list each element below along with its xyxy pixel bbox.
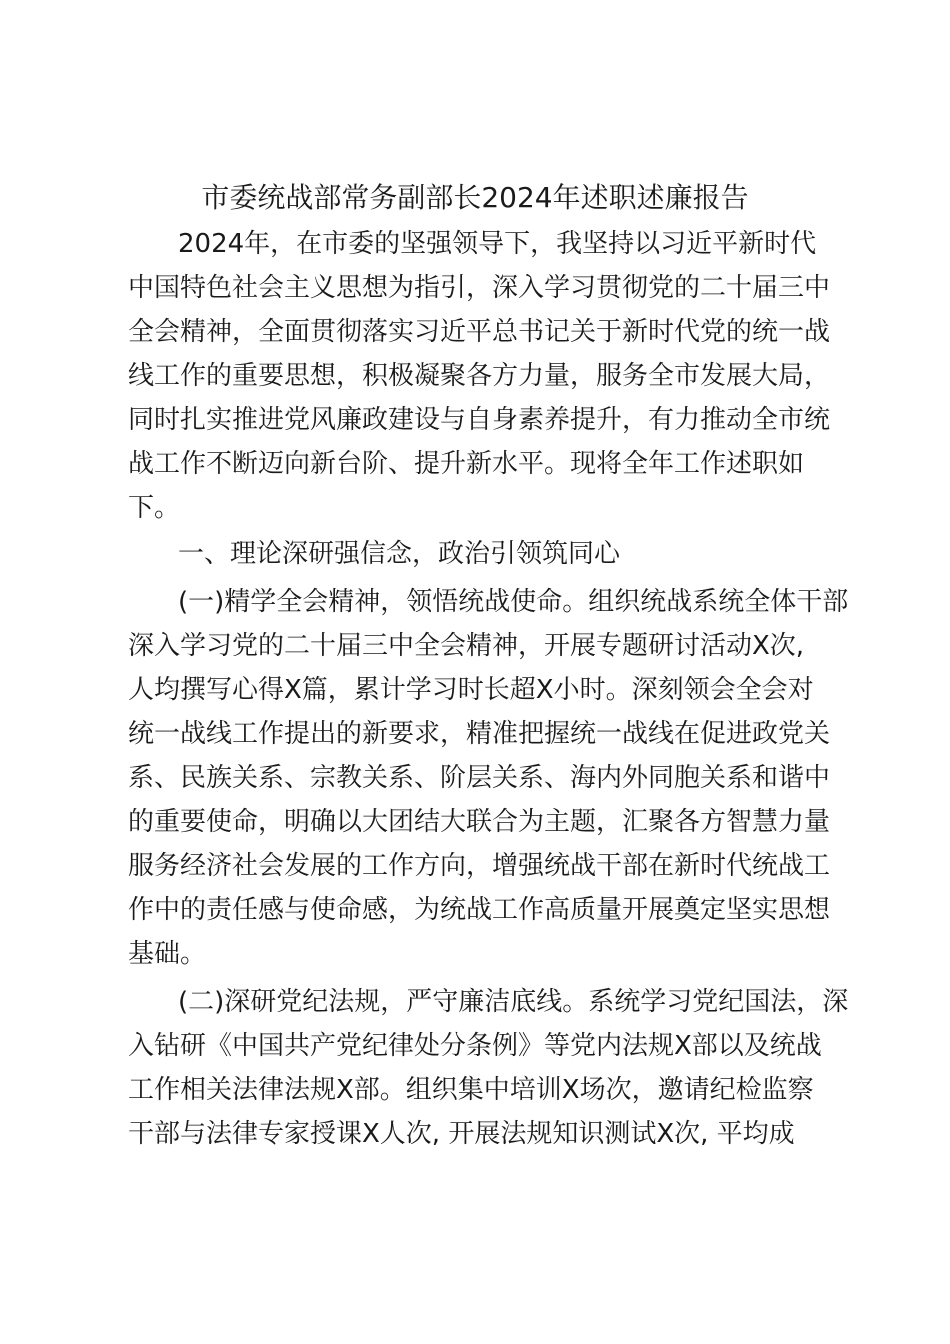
paragraph-line: 系、民族关系、宗教关系、阶层关系、海内外同胞关系和谐中 <box>128 763 831 793</box>
paragraph-line: 线工作的重要思想，积极凝聚各方力量，服务全市发展大局， <box>128 361 831 391</box>
paragraph-line: 全会精神，全面贯彻落实习近平总书记关于新时代党的统一战 <box>128 317 831 347</box>
section-heading: 一、理论深研强信念，政治引领筑同心 <box>178 539 621 569</box>
paragraph-line: 2024年，在市委的坚强领导下，我坚持以习近平新时代 <box>178 229 817 259</box>
paragraph-line: 干部与法律专家授课X人次, 开展法规知识测试X次, 平均成 <box>128 1119 795 1149</box>
paragraph-line: 战工作不断迈向新台阶、提升新水平。现将全年工作述职如 <box>128 449 805 479</box>
paragraph-line: 下。 <box>128 493 181 523</box>
paragraph-line: 工作相关法律法规X部。组织集中培训X场次，邀请纪检监察 <box>128 1075 814 1105</box>
document-title: 市委统战部常务副部长2024年述职述廉报告 <box>201 181 749 214</box>
paragraph-line: 统一战线工作提出的新要求，精准把握统一战线在促进政党关 <box>128 719 831 749</box>
paragraph-line: 作中的责任感与使命感，为统战工作高质量开展奠定坚实思想 <box>128 895 831 925</box>
paragraph-line: 同时扎实推进党风廉政建设与自身素养提升，有力推动全市统 <box>128 405 831 435</box>
paragraph-line: (二)深研党纪法规，严守廉洁底线。系统学习党纪国法，深 <box>178 987 849 1017</box>
paragraph-line: 人均撰写心得X篇，累计学习时长超X小时。深刻领会全会对 <box>128 675 814 705</box>
paragraph-line: 中国特色社会主义思想为指引，深入学习贯彻党的二十届三中 <box>128 273 831 303</box>
paragraph-line: 基础。 <box>128 939 207 969</box>
paragraph-line: 服务经济社会发展的工作方向，增强统战干部在新时代统战工 <box>128 851 831 881</box>
paragraph-line: 入钻研《中国共产党纪律处分条例》等党内法规X部以及统战 <box>128 1031 822 1061</box>
paragraph-line: (一)精学全会精神，领悟统战使命。组织统战系统全体干部 <box>178 587 849 617</box>
paragraph-line: 的重要使命，明确以大团结大联合为主题，汇聚各方智慧力量 <box>128 807 831 837</box>
paragraph-line: 深入学习党的二十届三中全会精神，开展专题研讨活动X次, <box>128 631 805 661</box>
